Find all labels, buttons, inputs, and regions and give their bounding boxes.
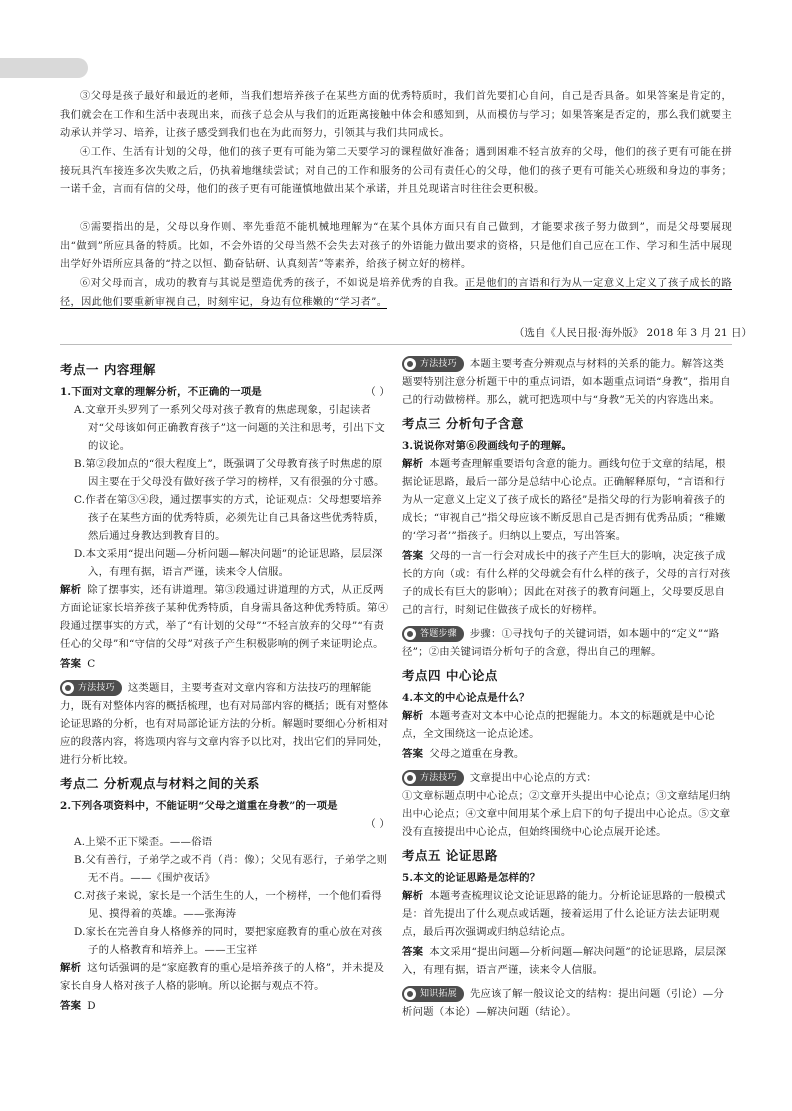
explain-label: 解析 — [402, 458, 424, 470]
bulb-icon — [404, 772, 416, 784]
explain-label: 解析 — [60, 962, 82, 974]
question-4 — [402, 689, 732, 763]
tip-box-1 — [60, 679, 390, 769]
tip-text: 这类题目，主要考查对文章内容和方法技巧的理解能力，既有对整体内容的概括梳理，也有对局部内容的概括；既有对整体论证思路的分析，也有对局部论证方法的分析。解题时要细心分析相对应的段落内容，将选项内容与文章内容予以比对，找出它们的异同处，进行分析比较。 — [60, 682, 389, 766]
option-c: C.作者在第③④段，通过摆事实的方式，论证观点：父母想要培养孩子在某些方面的优秀特质，必须先让自己具备这些优秀特质，然后通过身教达到教育目的。 — [74, 494, 385, 542]
question-stem: 3.说说你对第⑥段画线句子的理解。 — [402, 440, 573, 452]
page-corner-tab — [0, 58, 88, 78]
question-stem: 5.本文的论证思路是怎样的？ — [402, 872, 541, 884]
tip-box-5 — [402, 985, 732, 1021]
bulb-icon — [404, 628, 416, 640]
answer-label: 答案 — [402, 748, 424, 760]
tip-badge: 方法技巧 — [60, 680, 122, 696]
answer-label: 答案 — [402, 550, 424, 562]
passage-paragraph-4: ④工作、生活有计划的父母，他们的孩子更有可能为第二天要学习的课程做好准备；遇到困难不轻言放弃的父母，他们的孩子更有可能在拼接玩具汽车接连多次失败之后，仍执着地继续尝试；对自己的工作和服务的公司有责任心的父母，他们的孩子更有可能关心班级和身边的事务；一诺千金，言而有信的父母，他们的孩子更有可能谨慎地做出某个承诺，并且兑现诺言时往往会更积极。 — [60, 147, 732, 196]
option-b: B.父有善行，子弟学之或不肖（肖：像）；父见有恶行，子弟学之则无不肖。——《围炉夜话》 — [74, 854, 388, 884]
tip-text: 本题主要考查分辨观点与材料的关系的能力。解答这类题要特别注意分析题干中的重点词语，如本题重点词语“身教”，指用自己的行动做榜样。那么，就可把选项中与“身教”无关的内容选出来。 — [402, 358, 731, 406]
passage-paragraph-3: ③父母是孩子最好和最近的老师，当我们想培养孩子在某些方面的优秀特质时，我们首先要扪心自问，自己是否具备。如果答案是肯定的，我们就会在工作和生活中表现出来，而孩子总会从与我们的近距离接触中体会和感知到，从而模仿与学习；如果答案是否定的，那么我们就要主动承认并学习、培养，让孩子感受到我们也在为此而努力，引领其与我们共同成长。 — [60, 91, 732, 140]
answer-paren: （ ） — [365, 386, 390, 398]
explanation-text: 这句话强调的是“家庭教育的重心是培养孩子的人格”，并未提及家长自身人格对孩子人格的影响。所以论据与观点不符。 — [60, 962, 385, 992]
explain-label: 解析 — [402, 710, 424, 722]
option-d: D.本文采用“提出问题—分析问题—解决问题”的论证思路，层层深入，有理有据，语言严谨，读来令人信服。 — [74, 548, 383, 578]
question-2 — [60, 797, 390, 1015]
option-d: D.家长在完善自身人格修养的同时，要把家庭教育的重心放在对孩子的人格教育和培养上。——王宝祥 — [74, 926, 383, 956]
tip-box-2 — [402, 355, 732, 409]
answer-value: 本文采用“提出问题—分析问题—解决问题”的论证思路，层层深入，有理有据，语言严谨，读来令人信服。 — [402, 946, 727, 976]
question-1 — [60, 383, 390, 673]
answer-paren: （ ） — [365, 818, 390, 830]
underlined-sentence: 正是他们的言语和行为从一定意义上定义了孩子成长的路径，因此他们要重新审视自己，时刻牢记，身边有位稚嫩的“学习者”。 — [60, 278, 732, 308]
tip-detail: ①文章标题点明中心论点；②文章开头提出中心论点；③文章结尾归纳出中心论点；④文章中间用某个承上启下的句子提出中心论点。⑤文章没有直接提出中心论点，但始终围绕中心论点展开论述。 — [402, 790, 731, 838]
section-heading-2: 考点二 分析观点与材料之间的关系 — [60, 776, 260, 791]
bulb-icon — [404, 358, 416, 370]
bulb-icon — [404, 988, 416, 1000]
explain-label: 解析 — [60, 584, 82, 596]
question-stem: 4.本文的中心论点是什么？ — [402, 692, 530, 704]
option-c: C.对孩子来说，家长是一个活生生的人，一个榜样，一个他们看得见、摸得着的英雄。——张海涛 — [74, 890, 382, 920]
tip-badge: 方法技巧 — [402, 770, 464, 786]
answer-label: 答案 — [402, 946, 424, 958]
explanation-text: 本题考查理解重要语句含意的能力。画线句位于文章的结尾，根据论证思路，最后一部分是总结中心论点。正确解释原句，“言语和行为从一定意义上定义了孩子成长的路径”是指父母的行为影响着孩子的成长；“审视自己”指父母应该不断反思自己是否拥有优秀品质；“稚嫩的‘学习者’”指孩子。归纳以上要点，写出答案。 — [402, 458, 726, 542]
answer-value: D — [87, 1000, 96, 1012]
option-a: A.文章开头罗列了一系列父母对孩子教育的焦虑现象，引起读者对“父母该如何正确教育孩子”这一问题的关注和思考，引出下文的议论。 — [74, 404, 385, 452]
question-5 — [402, 869, 732, 979]
tip-text: 步骤：①寻找句子的关键词语，如本题中的“定义”“路径”；②由关键词语分析句子的含意，得出自己的理解。 — [402, 628, 720, 658]
question-3 — [402, 437, 732, 619]
left-column — [60, 355, 390, 1021]
explanation-text: 除了摆事实，还有讲道理。第③段通过讲道理的方式，从正反两方面论证家长培养孩子某种优秀特质，自身需具备这种优秀特质。第④段通过摆事实的方式，举了“有计划的父母”“不轻言放弃的父母”“有责任心的父母”和“守信的父母”对孩子产生积极影响的例子来证明论点。 — [60, 584, 389, 650]
tip-box-3 — [402, 625, 732, 661]
passage-paragraph-5: ⑤需要指出的是，父母以身作则、率先垂范不能机械地理解为“在某个具体方面只有自己做到，才能要求孩子努力做到”，而是父母要展现出“做到”所应具备的特质。比如，不会外语的父母当然不会失去对孩子的外语能力做出要求的资格，只是他们自己应在工作、学习和生活中展现出学好外语所应具备的“持之以恒、勤奋钻研、认真刻苦”等素养，给孩子树立好的榜样。 — [60, 222, 732, 271]
tip-badge: 答题步骤 — [402, 626, 464, 642]
divider — [60, 344, 732, 345]
tip-text: 文章提出中心论点的方式： — [469, 772, 597, 784]
source-citation: （选自《人民日报·海外版》 2018 年 3 月 21 日） — [513, 327, 752, 339]
tip-badge: 方法技巧 — [402, 356, 464, 372]
bulb-icon — [62, 682, 74, 694]
option-a: A.上梁不正下梁歪。——俗语 — [74, 836, 213, 848]
tip-badge: 知识拓展 — [402, 986, 464, 1002]
question-stem: 2.下列各项资料中，不能证明“父母之道重在身教”的一项是 — [60, 800, 338, 812]
tip-text: 先应该了解一般议论文的结构：提出问题（引论）—分析问题（本论）—解决问题（结论）。 — [402, 988, 724, 1018]
section-heading-1: 考点一 内容理解 — [60, 362, 156, 377]
explanation-text: 本题考查对文本中心论点的把握能力。本文的标题就是中心论点，全文围绕这一论点论述。 — [402, 710, 716, 740]
passage-paragraph-6 — [60, 275, 732, 312]
paragraph-6-plain: ⑥对父母而言，成功的教育与其说是塑造优秀的孩子，不如说是培养优秀的自我。 — [80, 278, 465, 289]
section-heading-3: 考点三 分析句子含意 — [402, 416, 524, 431]
answer-value: 父母的一言一行会对成长中的孩子产生巨大的影响，决定孩子成长的方向（或：有什么样的父母就会有什么样的孩子，父母的言行对孩子的成长有巨大的影响）；因此在对孩子的教育问题上，父母要反思自己的言行，时刻记住做孩子成长的好榜样。 — [402, 550, 731, 616]
answer-value: 父母之道重在身教。 — [429, 748, 525, 760]
explanation-text: 本题考查梳理议论文论证思路的能力。分析论证思路的一般模式是：首先提出了什么观点或话题，接着运用了什么论证方法去证明观点，最后再次强调或归纳总结论点。 — [402, 890, 726, 938]
tip-box-4 — [402, 769, 732, 841]
right-column — [402, 355, 732, 1027]
option-b: B.第②段加点的“很大程度上”，既强调了父母教育孩子时焦虑的原因主要在于父母没有做好孩子学习的榜样，又有很强的分寸感。 — [74, 458, 385, 488]
answer-label: 答案 — [60, 1000, 82, 1012]
section-heading-5: 考点五 论证思路 — [402, 848, 498, 863]
section-heading-4: 考点四 中心论点 — [402, 668, 498, 683]
answer-label: 答案 — [60, 658, 82, 670]
answer-value: C — [87, 658, 96, 670]
explain-label: 解析 — [402, 890, 424, 902]
question-stem: 1.下面对文章的理解分析，不正确的一项是 — [60, 386, 262, 398]
